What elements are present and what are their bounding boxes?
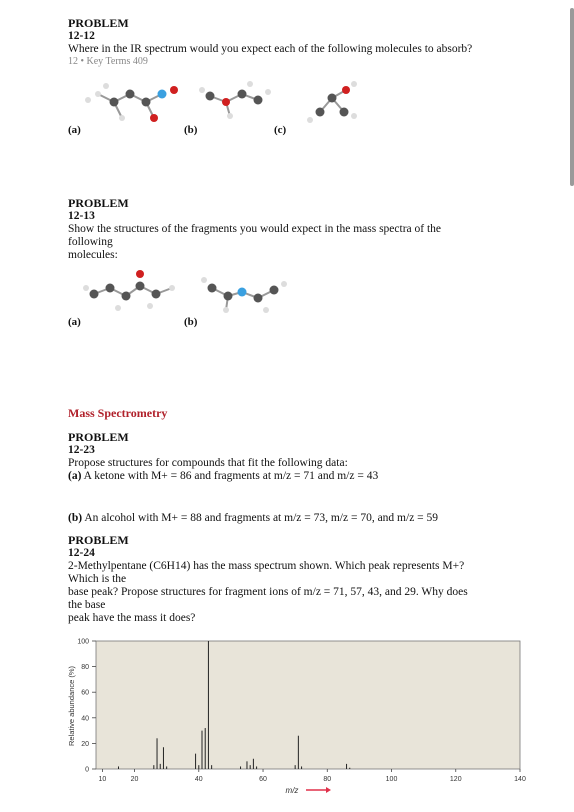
label-a: (a) (68, 316, 81, 328)
problem-question-line: following (68, 236, 113, 248)
page-reference: 12 • Key Terms 409 (68, 56, 148, 67)
problem-12-12 (68, 16, 528, 68)
section-title: Mass Spectrometry (68, 406, 168, 420)
problem-intro: Propose structures for compounds that fit the following data: (68, 457, 348, 469)
arrow-head-icon (326, 787, 331, 793)
mass-spectrum-chart (60, 636, 530, 796)
x-tick-label: 60 (259, 776, 267, 783)
plot-area (96, 641, 520, 769)
label-b: (b) (184, 124, 198, 136)
part-a-text: A ketone with M+ = 86 and fragments at m/z = 71 and m/z = 43 (83, 470, 379, 482)
problem-heading: PROBLEM (68, 196, 129, 210)
problem-12-13 (68, 196, 528, 262)
problem-heading: PROBLEM (68, 533, 129, 547)
problem-question-line: molecules: (68, 249, 118, 261)
problem-question: Where in the IR spectrum would you expect each of the following molecules to absorb? (68, 43, 473, 55)
part-b (68, 512, 528, 525)
x-tick-label: 140 (514, 776, 526, 783)
y-tick-label: 100 (77, 638, 89, 646)
y-tick-label: 60 (81, 689, 89, 697)
scrollbar[interactable] (570, 8, 574, 186)
problem-text-line: Which is the (68, 573, 127, 585)
problem-12-23 (68, 430, 528, 483)
y-tick-label: 20 (81, 740, 89, 748)
problem-number: 12-23 (68, 444, 95, 456)
x-tick-label: 40 (194, 776, 203, 783)
y-tick-label: 80 (81, 664, 89, 672)
problem-heading: PROBLEM (68, 430, 129, 444)
label-c: (c) (274, 124, 287, 136)
molecule-models-12-12 (70, 72, 370, 132)
y-tick-label: 0 (85, 766, 89, 774)
part-b-label: (b) (68, 512, 83, 524)
molecule-b (210, 94, 258, 116)
label-a: (a) (68, 124, 81, 136)
problem-number: 12-12 (68, 30, 95, 42)
problem-12-24 (68, 533, 528, 625)
x-tick-label: 100 (385, 776, 398, 783)
x-tick-label: 120 (449, 776, 462, 783)
y-tick-label: 40 (81, 715, 89, 723)
problem-text-line: 2-Methylpentane (C6H14) has the mass spectrum shown. Which peak represents M+? (68, 560, 465, 572)
problem-number: 12-24 (68, 547, 95, 559)
problem-text-line: base peak? Propose structures for fragment ions of m/z = 71, 57, 43, and 29. Why does (68, 586, 468, 598)
part-a-label: (a) (68, 470, 82, 482)
problem-text-line: peak have the mass it does? (68, 612, 196, 624)
x-tick-label: 20 (130, 776, 139, 783)
problem-heading: PROBLEM (68, 16, 129, 30)
problem-text-line: the base (68, 599, 106, 611)
x-axis-label: m/z (285, 786, 299, 795)
molecule-models-12-13 (80, 268, 300, 318)
problem-question-line: Show the structures of the fragments you would expect in the mass spectra of the (68, 223, 442, 235)
x-tick-label: 80 (323, 776, 332, 783)
problem-number: 12-13 (68, 210, 95, 222)
part-a (68, 470, 528, 483)
x-tick-label: 10 (98, 776, 107, 783)
label-b: (b) (184, 316, 198, 328)
y-axis-label: Relative abundance (%) (67, 665, 76, 747)
part-b-text: An alcohol with M+ = 88 and fragments at m/z = 73, m/z = 70, and m/z = 59 (84, 512, 439, 524)
